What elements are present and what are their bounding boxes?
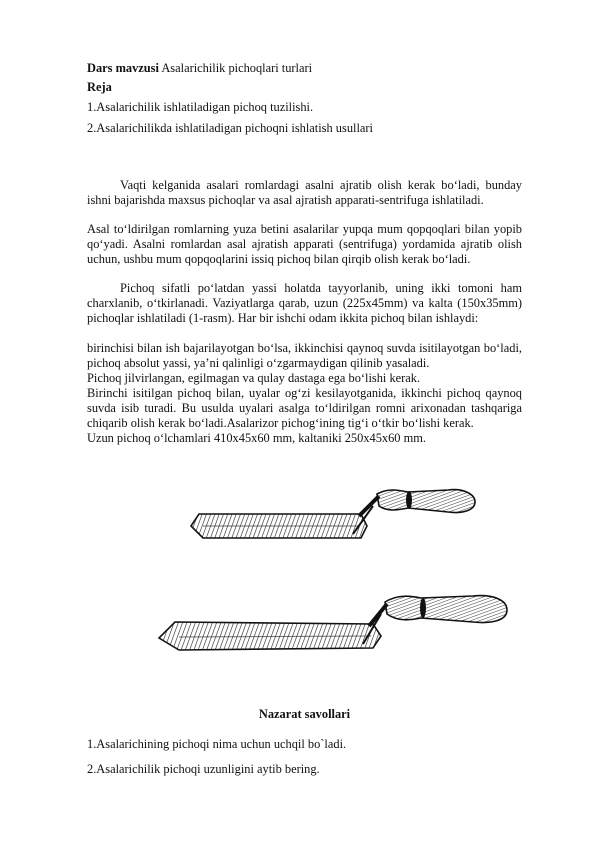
paragraph-4: birinchisi bilan ish bajarilayotgan bo‘lsa, ikkinchisi qaynoq suvda isitilayotgan bo‘ladi, pichoq absolut yassi, ya’ni qalinligi o‘zgarmaydigan qilinib yasaladi. [87,341,522,370]
plan-item-2: 2.Asalarichilikda ishlatiladigan pichoqni ishlatish usullari [87,121,373,135]
lesson-topic-text: Asalarichilik pichoqlari turlari [161,61,313,75]
paragraph-3: Pichoq sifatli po‘latdan yassi holatda tayyorlanib, uning ikki tomoni ham charxlanib, o‘tkirlanadi. Vaziyatlarga qarab, uzun (225x45mm) va kalta (150x35mm) pichoqlar ishlatiladi (1-rasm). Har bir ishchi odam ikkita pichoq bilan ishlaydi: [87,281,522,325]
paragraph-2: Asal to‘ldirilgan romlarning yuza betini asalarilar yupqa mum qopqoqlari bilan yopib qo‘yadi. Asalni romlardan asal ajratish apparati (sentrifuga) yordamida ajratib olish uchun, ushbu mum qopqoqlarini issiq pichoq bilan qirqib olish kerak bo‘ladi. [87,222,522,266]
paragraph-6: Birinchi isitilgan pichoq bilan, uyalar og‘zi kesilayotganida, ikkinchi pichoq qaynoq suvda isib turadi. Bu usulda uyalari asalga to‘ldirilgan romni arixonadan tashqariga chiqarib olish kerak bo‘ladi.Asalarizor pichog‘ining tig‘i o‘tkir bo‘lishi kerak. [87,386,522,430]
paragraph-5: Pichoq jilvirlangan, egilmagan va qulay dastaga ega bo‘lishi kerak. [87,371,421,385]
control-question-1: 1.Asalarichining pichoqi nima uchun uchqil bo`ladi. [87,737,347,751]
honey-knife-short-illustration [183,484,483,574]
plan-heading: Reja [87,80,112,94]
plan-item-1: 1.Asalarichilik ishlatiladigan pichoq tuzilishi. [87,100,314,114]
paragraph-1: Vaqti kelganida asalari romlardagi asalni ajratib olish kerak bo‘ladi, bunday ishni bajarishda maxsus pichoqlar va asal ajratish apparati-sentrifuga ishlatiladi. [87,178,522,207]
lesson-topic [87,61,522,76]
honey-knife-long-illustration [153,586,523,686]
paragraph-7: Uzun pichoq o‘lchamlari 410x45x60 mm, kaltaniki 250x45x60 mm. [87,431,426,445]
control-question-2: 2.Asalarichilik pichoqi uzunligini aytib bering. [87,762,320,776]
lesson-topic-label: Dars mavzusi [87,61,159,75]
control-heading: Nazarat savollari [258,707,351,721]
